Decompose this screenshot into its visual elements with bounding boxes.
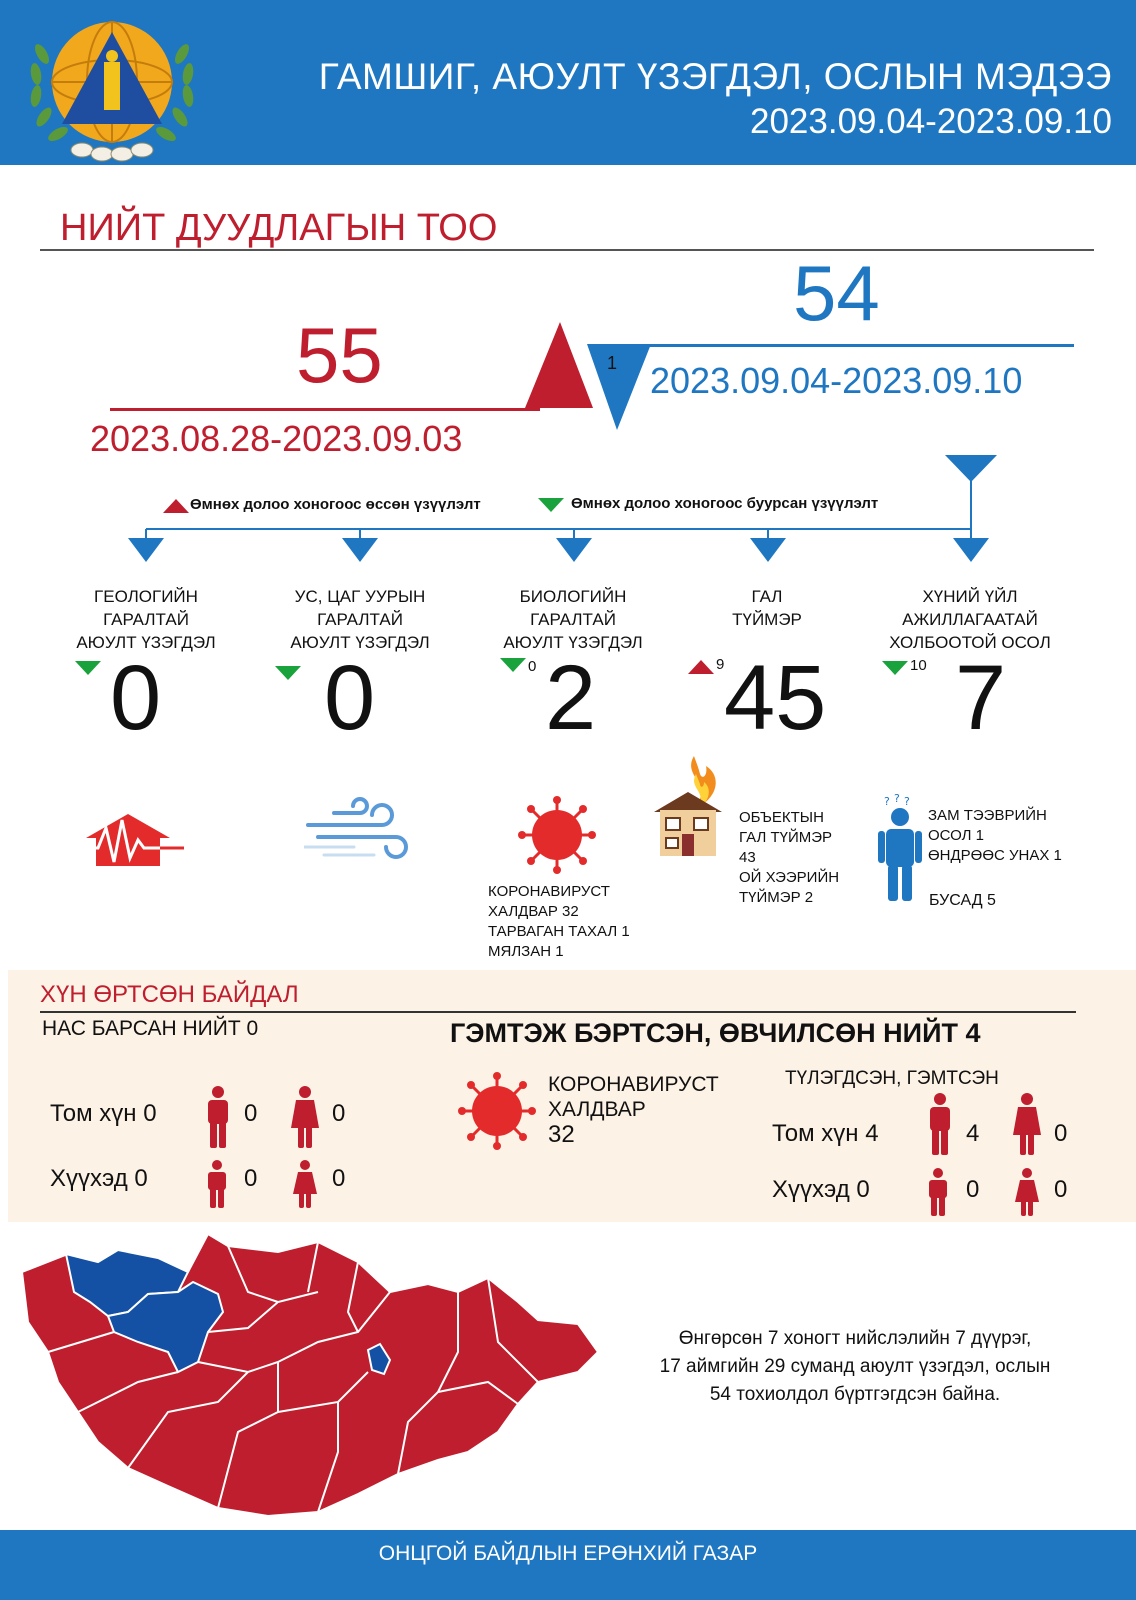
deaths-adult-label: Том хүн 0 [50,1100,157,1127]
decrease-legend-label: Өмнөх долоо хоногоос буурсан үзүүлэлт [571,495,879,512]
biological-hazard-count: 2 [545,647,597,749]
total-calls-title: НИЙТ ДУУДЛАГЫН ТОО [60,207,498,249]
current-week-calls-value: 54 [793,249,880,337]
current-week-date-range: 2023.09.04-2023.09.10 [650,360,1023,401]
female-child-icon [1014,1168,1040,1216]
injured-adult-label: Том хүн 4 [772,1120,879,1147]
human-activity-accident-title: ХҮНИЙ ҮЙЛ АЖИЛЛАГААТАЙ ХОЛБООТОЙ ОСОЛ [889,587,1051,652]
human-activity-change-value: 10 [910,657,927,674]
deaths-child-label: Хүүхэд 0 [50,1165,148,1192]
increase-legend-label: Өмнөх долоо хоногоос өссөн үзүүлэлт [190,496,481,513]
fire-title: ГАЛ ТҮЙМЭР [732,587,802,629]
current-week-overline [590,344,1074,347]
report-title: ГАМШИГ, АЮУЛТ ҮЗЭГДЭЛ, ОСЛЫН МЭДЭЭ [318,56,1112,97]
people-divider [40,1011,1076,1013]
deaths-adult-female-count: 0 [332,1100,346,1127]
svg-text:?: ? [904,795,910,808]
wind-icon [304,795,422,865]
human-activity-accident-count: 7 [955,647,1007,749]
burned-injured-title: ТҮЛЭГДСЭН, ГЭМТСЭН [785,1068,999,1089]
emergency-agency-emblem-icon [22,14,202,164]
previous-week-calls-value: 55 [296,311,383,399]
decrease-indicator-icon [882,661,908,675]
male-adult-icon [926,1093,954,1155]
mongolia-map [18,1232,603,1517]
increase-legend-icon [163,499,189,513]
biological-details: КОРОНАВИРУСТ ХАЛДВАР 32 ТАРВАГАН ТАХАЛ 1 МЯЛЗАН 1 [488,883,630,960]
female-adult-icon [290,1086,320,1148]
human-activity-details: ЗАМ ТЭЭВРИЙН ОСОЛ 1 ӨНДРӨӨС УНАХ 1 [928,807,1062,864]
fire-count: 45 [724,647,827,749]
deaths-total: НАС БАРСАН НИЙТ 0 [42,1017,259,1040]
male-child-icon [205,1160,229,1208]
earthquake-house-icon [78,810,186,870]
previous-week-underline [110,408,540,411]
comparison-triangles-icon [525,322,655,432]
decrease-indicator-icon [275,666,301,680]
fire-change-value: 9 [716,656,725,673]
confused-person-icon [878,793,922,903]
svg-text:?: ? [894,793,900,805]
agency-name: ОНЦГОЙ БАЙДЛЫН ЕРӨНХИЙ ГАЗАР [378,1542,758,1565]
injured-child-male-count: 0 [966,1176,980,1203]
fire-details: ОБЪЕКТЫН ГАЛ ТҮЙМЭР 43 ОЙ ХЭЭРИЙН ТҮЙМЭР 2 [739,809,840,906]
decrease-indicator-icon [500,658,526,672]
people-affected-title: ХҮН ӨРТСӨН БАЙДАЛ [40,981,299,1008]
geological-hazard-count: 0 [110,647,162,749]
calls-difference-value: 1 [607,353,618,373]
decrease-indicator-icon [75,661,101,675]
deaths-child-male-count: 0 [244,1165,258,1192]
injured-adult-female-count: 0 [1054,1120,1068,1147]
biological-hazard-title: БИОЛОГИЙН ГАРАЛТАЙ АЮУЛТ ҮЗЭГДЭЛ [503,587,643,652]
deaths-child-female-count: 0 [332,1165,346,1192]
injured-coronavirus-details: КОРОНАВИРУСТ ХАЛДВАР 32 [548,1073,719,1148]
house-fire-icon [652,754,724,859]
weekly-summary-text: Өнгөрсөн 7 хоногт нийслэлийн 7 дүүрэг, 17 аймгийн 29 суманд аюулт үзэгдэл, ослын 54 тохиолдол бүртгэгдсэн байна. [659,1328,1051,1405]
hydromet-hazard-title: УС, ЦАГ УУРЫН ГАРАЛТАЙ АЮУЛТ ҮЗЭГДЭЛ [290,587,430,652]
male-child-icon [926,1168,950,1216]
injured-total: ГЭМТЭЖ БЭРТСЭН, ӨВЧИЛСӨН НИЙТ 4 [450,1018,981,1048]
increase-indicator-icon [688,660,714,674]
previous-week-date-range: 2023.08.28-2023.09.03 [90,418,463,459]
report-date-range: 2023.09.04-2023.09.10 [750,102,1112,141]
injured-child-female-count: 0 [1054,1176,1068,1203]
female-child-icon [292,1160,318,1208]
decrease-legend-icon [538,498,564,512]
svg-text:?: ? [884,795,890,808]
hydromet-hazard-count: 0 [324,647,376,749]
injured-adult-male-count: 4 [966,1120,980,1147]
human-activity-other: БУСАД 5 [929,892,996,909]
injured-child-label: Хүүхэд 0 [772,1176,870,1203]
male-adult-icon [204,1086,232,1148]
biological-change-value: 0 [528,658,537,675]
coronavirus-icon [458,1072,536,1150]
geological-hazard-title: ГЕОЛОГИЙН ГАРАЛТАЙ АЮУЛТ ҮЗЭГДЭЛ [76,587,216,652]
female-adult-icon [1012,1093,1042,1155]
coronavirus-icon [518,796,596,874]
deaths-adult-male-count: 0 [244,1100,258,1127]
section-divider [40,249,1094,251]
